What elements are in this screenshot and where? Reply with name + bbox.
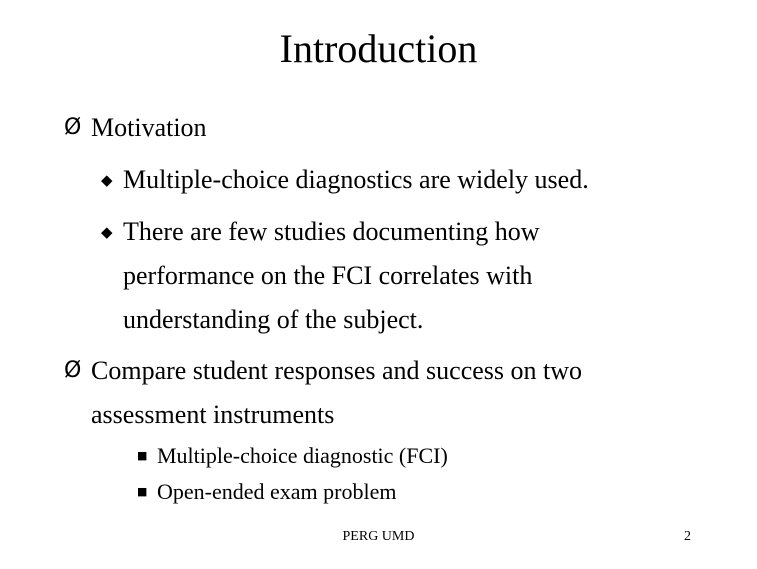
sub-bullet-text: Multiple-choice diagnostic (FCI) (157, 443, 448, 468)
sub-bullet-fci (137, 438, 657, 474)
arrow-bullet-icon: Ø (64, 115, 82, 140)
page-number: 2 (684, 529, 691, 544)
arrow-bullet-icon: Ø (64, 358, 82, 383)
bullet-text: Compare student responses and success on two assessment instruments (91, 356, 583, 429)
square-bullet-icon: ■ (137, 449, 148, 462)
sub-bullet-text: Multiple-choice diagnostics are widely used. (123, 165, 589, 194)
square-bullet-icon: ■ (137, 485, 148, 498)
bullet-motivation (64, 106, 684, 150)
bullet-text: Motivation (91, 113, 207, 142)
footer-text: PERG UMD (342, 529, 415, 544)
sub-bullet-widely-used (101, 158, 661, 202)
sub-bullet-text: Open-ended exam problem (157, 479, 397, 504)
diamond-bullet-icon: ◆ (101, 223, 113, 241)
sub-bullet-exam-problem (137, 474, 657, 510)
sub-bullet-few-studies (101, 210, 661, 342)
slide-title: Introduction (279, 26, 478, 71)
bullet-compare (64, 349, 684, 437)
diamond-bullet-icon: ◆ (101, 171, 113, 189)
sub-bullet-text: There are few studies documenting how performance on the FCI correlates with understanding of the subject. (123, 217, 540, 334)
